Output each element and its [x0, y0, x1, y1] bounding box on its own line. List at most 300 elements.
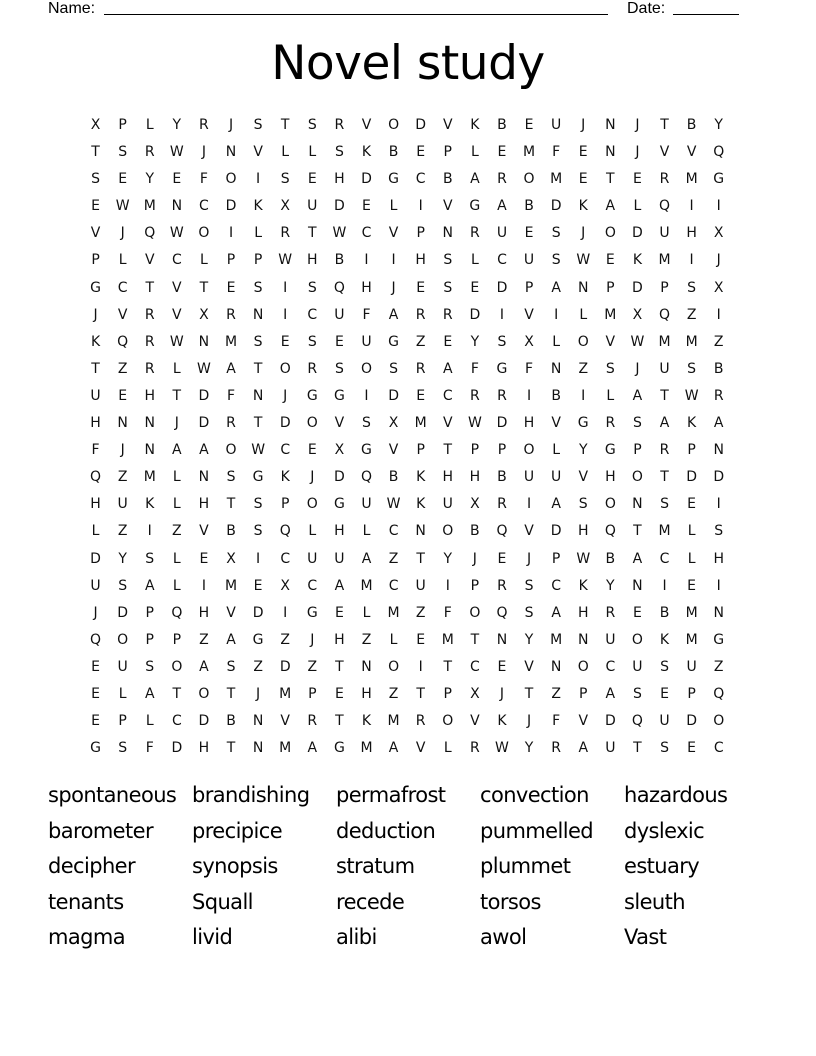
grid-letter: J	[526, 713, 532, 730]
grid-letter: V	[578, 713, 589, 730]
grid-letter: S	[91, 171, 100, 188]
grid-letter: D	[90, 550, 101, 567]
grid-letter: N	[144, 415, 155, 432]
grid-letter: I	[554, 306, 559, 323]
grid-letter: R	[713, 387, 724, 404]
grid-letter: D	[334, 469, 345, 486]
grid-letter: M	[387, 713, 400, 730]
word-bank-item: Vast	[624, 925, 667, 950]
grid-letter: R	[469, 740, 480, 757]
grid-letter: I	[662, 577, 667, 594]
grid-letter: D	[604, 713, 616, 730]
grid-letter: O	[360, 360, 372, 377]
grid-letter: L	[552, 333, 561, 350]
grid-letter: P	[687, 442, 696, 459]
grid-letter: H	[334, 631, 345, 648]
grid-letter: Z	[253, 658, 263, 675]
grid-letter: Y	[443, 550, 453, 567]
grid-letter: W	[386, 496, 401, 513]
grid-letter: E	[253, 577, 263, 594]
grid-letter: C	[497, 252, 507, 269]
grid-letter: O	[577, 333, 589, 350]
grid-letter: P	[443, 144, 452, 161]
grid-letter: N	[252, 713, 264, 730]
grid-letter: A	[307, 740, 318, 757]
grid-letter: N	[361, 658, 372, 675]
grid-letter: Q	[631, 713, 643, 730]
grid-letter: G	[361, 442, 372, 459]
grid-letter: G	[306, 387, 318, 404]
grid-letter: O	[713, 713, 725, 730]
grid-letter: M	[550, 631, 563, 648]
grid-letter: I	[147, 523, 152, 540]
grid-letter: R	[307, 360, 318, 377]
grid-letter: V	[659, 144, 670, 161]
grid-letter: L	[443, 740, 452, 757]
grid-letter: B	[226, 713, 236, 730]
grid-letter: T	[145, 279, 155, 296]
grid-letter: O	[442, 713, 454, 730]
grid-letter: O	[306, 415, 318, 432]
grid-letter: I	[716, 306, 721, 323]
grid-letter: P	[470, 442, 480, 459]
grid-letter: D	[686, 469, 697, 486]
grid-letter: V	[361, 117, 372, 133]
grid-letter: U	[361, 496, 372, 513]
grid-letter: I	[283, 279, 288, 296]
grid-letter: Z	[172, 523, 182, 540]
grid-letter: S	[687, 360, 697, 377]
grid-letter: U	[659, 225, 670, 242]
grid-letter: E	[199, 550, 209, 567]
grid-letter: J	[310, 469, 315, 486]
grid-letter: E	[632, 171, 642, 188]
grid-letter: E	[687, 740, 697, 757]
grid-letter: X	[199, 306, 209, 323]
grid-letter: A	[199, 658, 209, 675]
grid-letter: Q	[713, 685, 725, 702]
grid-letter: C	[199, 198, 209, 215]
grid-letter: K	[90, 333, 101, 350]
grid-letter: V	[578, 469, 589, 486]
grid-letter: Z	[117, 360, 128, 377]
grid-letter: A	[144, 685, 155, 702]
grid-letter: Q	[333, 279, 345, 296]
grid-letter: V	[442, 198, 453, 215]
grid-letter: O	[604, 225, 616, 242]
grid-letter: X	[632, 306, 643, 323]
grid-letter: P	[579, 685, 588, 702]
grid-letter: E	[334, 604, 344, 621]
grid-letter: T	[280, 117, 290, 133]
grid-letter: J	[635, 360, 640, 377]
word-bank-item: magma	[48, 925, 125, 950]
grid-letter: M	[224, 577, 238, 594]
word-bank-item: hazardous	[624, 783, 728, 807]
grid-letter: N	[632, 577, 643, 594]
grid-letter: N	[550, 658, 562, 675]
grid-letter: H	[198, 496, 210, 513]
grid-letter: P	[660, 279, 669, 296]
grid-letter: C	[605, 658, 616, 675]
grid-letter: X	[334, 442, 345, 459]
grid-letter: E	[91, 658, 100, 675]
word-bank-item: estuary	[624, 854, 700, 879]
grid-letter: W	[576, 550, 591, 567]
grid-letter: L	[308, 523, 317, 540]
grid-letter: N	[198, 333, 210, 350]
grid-letter: H	[415, 252, 426, 269]
grid-letter: E	[524, 225, 534, 242]
grid-letter: P	[416, 442, 425, 459]
grid-letter: A	[388, 306, 399, 323]
grid-letter: B	[497, 117, 507, 133]
grid-letter: M	[685, 604, 698, 621]
grid-letter: M	[685, 171, 698, 188]
grid-letter: P	[687, 685, 696, 702]
grid-letter: F	[470, 360, 479, 377]
grid-letter: F	[145, 740, 154, 757]
grid-letter: F	[91, 442, 100, 459]
grid-letter: J	[635, 117, 640, 133]
grid-letter: S	[253, 523, 263, 540]
grid-letter: M	[685, 333, 698, 350]
grid-letter: U	[496, 225, 508, 242]
grid-letter: V	[172, 306, 182, 323]
grid-letter: D	[632, 225, 643, 242]
grid-letter: P	[524, 279, 534, 296]
word-bank-item: pummelled	[480, 818, 593, 843]
grid-letter: P	[470, 577, 480, 594]
grid-letter: S	[334, 144, 344, 161]
grid-letter: J	[174, 415, 179, 432]
grid-letter: S	[632, 685, 642, 702]
grid-letter: Y	[524, 740, 534, 757]
grid-letter: A	[172, 442, 182, 459]
grid-letter: P	[226, 252, 236, 269]
grid-letter: L	[172, 360, 181, 377]
grid-letter: E	[578, 144, 588, 161]
grid-letter: M	[658, 523, 671, 540]
word-bank-item: livid	[192, 925, 233, 950]
grid-letter: R	[497, 496, 507, 513]
grid-letter: A	[497, 198, 507, 215]
grid-letter: T	[226, 496, 236, 513]
grid-letter: H	[90, 415, 101, 432]
word-bank	[48, 780, 768, 958]
grid-letter: A	[578, 740, 589, 757]
grid-letter: E	[91, 713, 100, 730]
grid-letter: U	[90, 387, 101, 404]
grid-letter: E	[416, 387, 426, 404]
grid-letter: S	[605, 360, 615, 377]
grid-letter: P	[416, 225, 425, 242]
grid-letter: E	[497, 144, 507, 161]
grid-letter: N	[252, 740, 264, 757]
grid-letter: E	[416, 144, 426, 161]
grid-letter: I	[418, 198, 423, 215]
grid-letter: H	[144, 387, 155, 404]
grid-letter: C	[388, 577, 399, 594]
grid-letter: L	[145, 713, 154, 730]
grid-letter: E	[91, 685, 100, 702]
grid-letter: R	[144, 360, 155, 377]
grid-letter: W	[169, 144, 184, 161]
grid-letter: S	[551, 252, 561, 269]
word-bank-item: recede	[336, 889, 405, 914]
grid-letter: N	[171, 198, 183, 215]
grid-letter: L	[118, 252, 127, 269]
grid-letter: O	[631, 469, 643, 486]
grid-letter: Z	[686, 306, 697, 323]
grid-letter: P	[606, 279, 615, 296]
name-label: Name:	[48, 0, 96, 17]
grid-letter: W	[467, 415, 482, 432]
grid-letter: T	[443, 658, 453, 675]
grid-letter: J	[201, 144, 206, 161]
grid-letter: X	[280, 198, 290, 215]
grid-letter: R	[415, 360, 426, 377]
grid-letter: A	[551, 496, 561, 513]
grid-letter: U	[551, 117, 562, 133]
grid-letter: M	[441, 631, 454, 648]
grid-letter: H	[361, 685, 372, 702]
grid-letter: D	[279, 658, 291, 675]
grid-letter: P	[633, 442, 642, 459]
grid-letter: K	[361, 144, 372, 161]
grid-letter: R	[497, 387, 507, 404]
word-bank-item: permafrost	[336, 783, 446, 807]
date-label: Date:	[627, 0, 666, 17]
grid-letter: H	[334, 171, 345, 188]
grid-letter: A	[442, 360, 453, 377]
grid-letter: E	[334, 333, 344, 350]
grid-letter: K	[470, 117, 480, 133]
grid-letter: E	[334, 685, 344, 702]
grid-letter: Q	[659, 306, 671, 323]
grid-letter: J	[499, 685, 505, 702]
grid-letter: Q	[496, 523, 508, 540]
grid-letter: Y	[172, 117, 182, 133]
word-bank-item: sleuth	[624, 889, 685, 914]
grid-letter: T	[660, 117, 669, 133]
grid-letter: H	[198, 740, 210, 757]
grid-letter: J	[228, 117, 234, 133]
grid-letter: T	[470, 631, 480, 648]
grid-letter: X	[280, 577, 290, 594]
grid-letter: B	[497, 469, 507, 486]
grid-letter: I	[716, 496, 721, 513]
grid-letter: A	[632, 387, 643, 404]
grid-letter: D	[469, 306, 481, 323]
grid-letter: L	[687, 550, 696, 567]
grid-letter: S	[307, 117, 317, 133]
grid-letter: E	[524, 117, 534, 133]
grid-letter: I	[364, 387, 369, 404]
grid-letter: B	[388, 469, 399, 486]
grid-letter: R	[497, 577, 507, 594]
grid-letter: Q	[604, 523, 616, 540]
grid-letter: Q	[496, 604, 508, 621]
grid-letter: T	[172, 685, 182, 702]
grid-letter: K	[253, 198, 263, 215]
grid-letter: X	[226, 550, 236, 567]
grid-letter: R	[659, 171, 670, 188]
grid-letter: Q	[659, 198, 671, 215]
grid-letter: V	[226, 604, 236, 621]
grid-letter: W	[278, 252, 293, 269]
grid-letter: A	[199, 442, 209, 459]
grid-letter: L	[389, 198, 398, 215]
grid-letter: L	[470, 252, 479, 269]
grid-letter: J	[526, 550, 532, 567]
grid-letter: O	[604, 496, 616, 513]
grid-letter: R	[307, 713, 318, 730]
grid-letter: V	[442, 117, 453, 133]
grid-letter: Y	[606, 577, 615, 594]
grid-letter: J	[581, 225, 586, 242]
grid-letter: O	[469, 604, 481, 621]
grid-letter: E	[687, 496, 697, 513]
grid-letter: H	[469, 469, 481, 486]
grid-letter: W	[332, 225, 347, 242]
grid-letter: C	[551, 577, 562, 594]
grid-letter: O	[631, 631, 643, 648]
grid-letter: J	[391, 279, 396, 296]
grid-letter: V	[470, 713, 480, 730]
grid-letter: U	[307, 198, 318, 215]
grid-letter: Z	[551, 685, 561, 702]
grid-letter: S	[362, 415, 371, 432]
word-bank-item: awol	[480, 925, 527, 950]
grid-letter: E	[578, 171, 588, 188]
grid-letter: R	[469, 225, 480, 242]
grid-letter: T	[660, 469, 669, 486]
word-bank-item: torsos	[480, 889, 541, 914]
grid-letter: G	[388, 333, 399, 350]
grid-letter: U	[523, 469, 535, 486]
grid-letter: D	[550, 523, 562, 540]
grid-letter: T	[226, 685, 236, 702]
grid-letter: R	[144, 333, 155, 350]
grid-letter: P	[145, 604, 154, 621]
grid-letter: N	[252, 387, 264, 404]
grid-letter: Z	[280, 631, 290, 648]
grid-letter: X	[713, 279, 724, 296]
grid-letter: G	[469, 198, 481, 215]
grid-letter: P	[308, 685, 317, 702]
grid-letter: U	[415, 577, 426, 594]
grid-letter: D	[632, 279, 643, 296]
grid-letter: O	[198, 685, 210, 702]
word-bank-item: spontaneous	[48, 783, 177, 807]
grid-letter: A	[226, 631, 236, 648]
grid-letter: D	[279, 415, 291, 432]
grid-letter: W	[495, 740, 509, 757]
grid-letter: W	[576, 252, 591, 269]
grid-letter: K	[578, 577, 588, 594]
grid-letter: D	[252, 604, 264, 621]
grid-letter: V	[442, 415, 453, 432]
grid-letter: T	[335, 658, 344, 675]
grid-letter: E	[362, 198, 371, 215]
grid-letter: H	[361, 279, 372, 296]
grid-letter: I	[283, 306, 288, 323]
grid-letter: U	[117, 496, 128, 513]
grid-letter: E	[443, 333, 453, 350]
grid-letter: Q	[90, 469, 102, 486]
grid-letter: Z	[415, 604, 426, 621]
grid-letter: O	[523, 442, 535, 459]
grid-letter: D	[361, 171, 372, 188]
grid-letter: N	[198, 469, 210, 486]
grid-letter: N	[713, 604, 724, 621]
grid-letter: K	[578, 198, 588, 215]
grid-letter: M	[360, 577, 373, 594]
grid-letter: W	[630, 333, 645, 350]
grid-letter: D	[334, 198, 345, 215]
grid-letter: E	[307, 442, 317, 459]
grid-letter: A	[605, 198, 616, 215]
grid-letter: R	[442, 306, 453, 323]
grid-letter: C	[280, 442, 291, 459]
grid-letter: V	[117, 306, 128, 323]
grid-letter: V	[334, 415, 345, 432]
grid-letter: U	[551, 469, 562, 486]
grid-letter: C	[415, 171, 426, 188]
grid-letter: Q	[713, 144, 725, 161]
grid-letter: U	[686, 658, 697, 675]
grid-letter: S	[145, 550, 155, 567]
grid-letter: O	[117, 631, 129, 648]
grid-letter: S	[334, 360, 344, 377]
grid-letter: L	[362, 523, 371, 540]
grid-letter: T	[416, 685, 425, 702]
grid-letter: S	[660, 496, 669, 513]
grid-letter: C	[117, 279, 128, 296]
grid-letter: W	[197, 360, 211, 377]
grid-letter: T	[199, 279, 209, 296]
grid-letter: D	[198, 387, 210, 404]
grid-letter: K	[416, 496, 426, 513]
grid-letter: Y	[145, 171, 155, 188]
grid-letter: I	[256, 171, 261, 188]
grid-letter: M	[604, 306, 617, 323]
grid-letter: N	[577, 279, 589, 296]
grid-letter: E	[660, 685, 669, 702]
grid-letter: O	[442, 523, 454, 540]
grid-letter: S	[714, 523, 724, 540]
grid-letter: D	[415, 117, 427, 133]
grid-letter: F	[226, 387, 236, 404]
grid-letter: O	[198, 225, 210, 242]
grid-letter: S	[524, 604, 534, 621]
grid-letter: G	[713, 631, 725, 648]
grid-letter: U	[659, 713, 670, 730]
grid-letter: B	[470, 523, 480, 540]
grid-letter: E	[605, 252, 615, 269]
grid-letter: F	[199, 171, 208, 188]
grid-letter: G	[252, 469, 264, 486]
grid-letter: N	[713, 442, 724, 459]
grid-letter: U	[523, 252, 535, 269]
grid-letter: D	[496, 415, 508, 432]
grid-letter: L	[172, 577, 181, 594]
grid-letter: V	[253, 144, 263, 161]
grid-letter: H	[198, 604, 210, 621]
grid-letter: G	[306, 604, 318, 621]
grid-letter: X	[470, 496, 480, 513]
